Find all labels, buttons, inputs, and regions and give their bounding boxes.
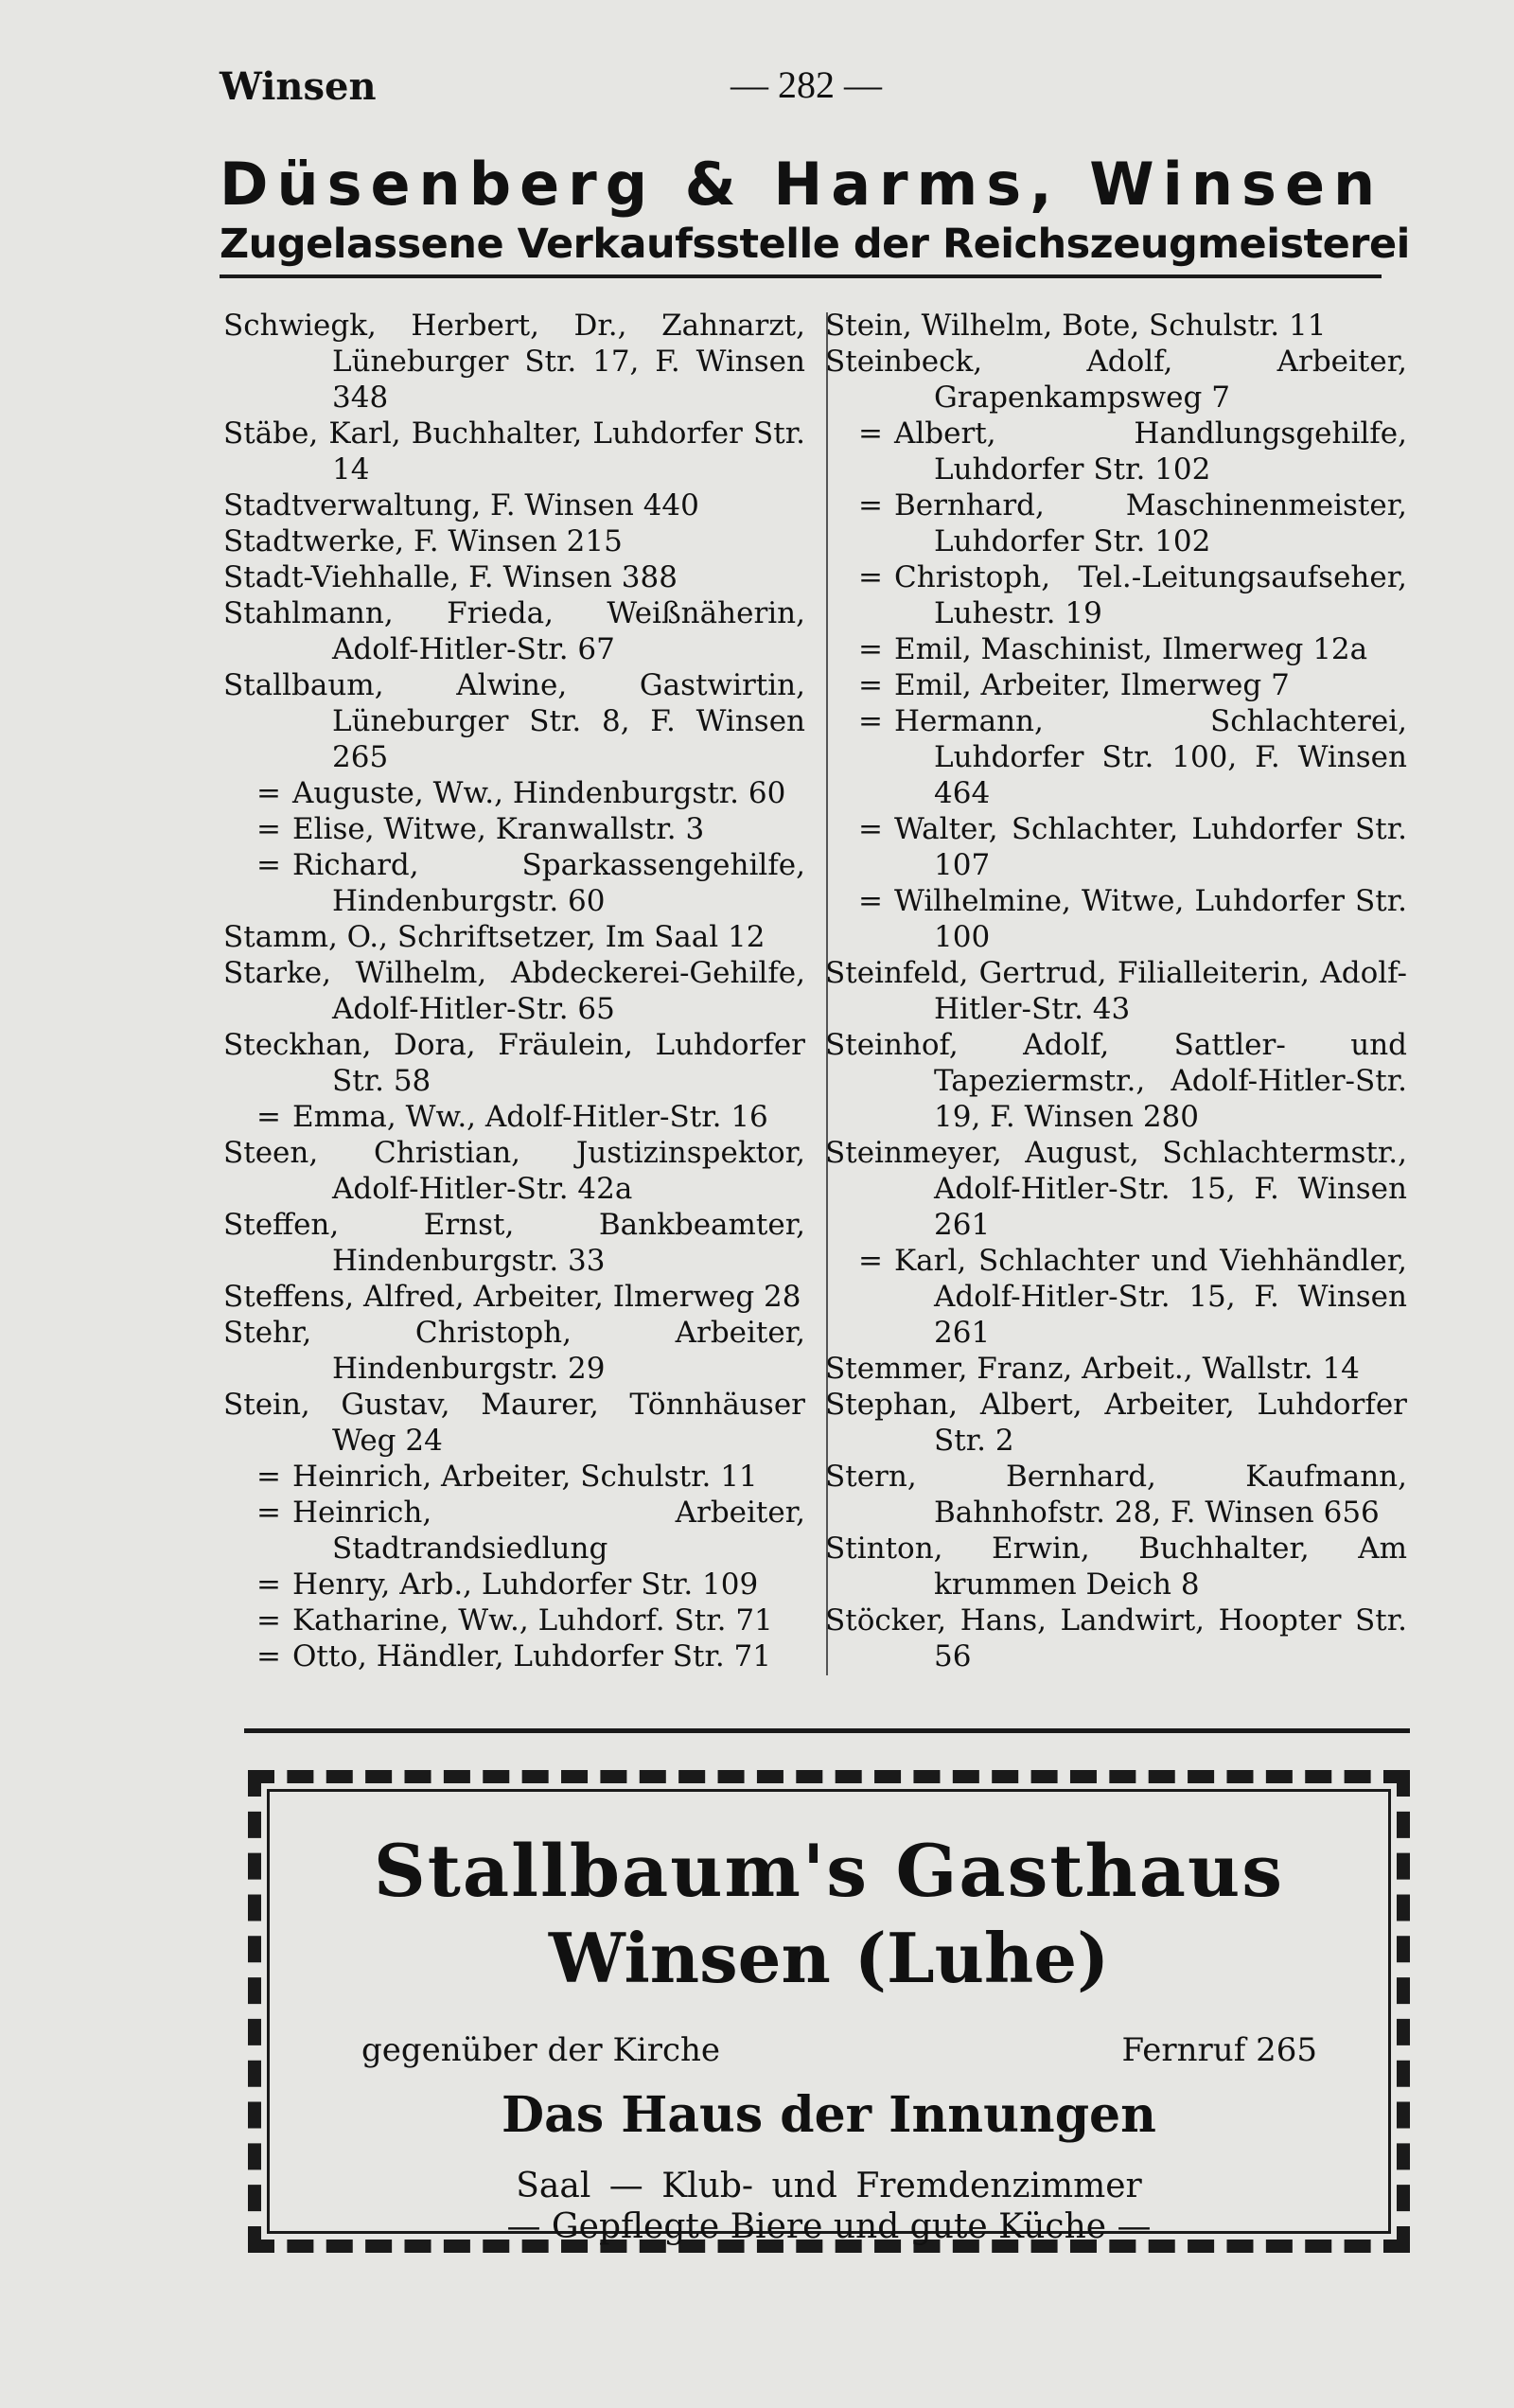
directory-entry (223, 1387, 805, 1459)
entry-text: Stadt-Viehhalle, F. Winsen 388 (223, 560, 678, 594)
directory-entry (223, 523, 805, 559)
directory-entry (223, 1459, 805, 1495)
directory-entry (223, 667, 805, 775)
entry-text: Stehr, Christoph, Arbeiter, Hindenburgstr. 29 (223, 1316, 805, 1386)
directory-entry (825, 1351, 1407, 1387)
directory-entry (223, 811, 805, 847)
ditto-mark: = (858, 488, 883, 522)
ad-top-subtitle: Zugelassene Verkaufsstelle der Reichszeugmeisterei (220, 221, 1410, 268)
directory-entry (825, 559, 1407, 631)
entry-text: Karl, Schlachter und Viehhändler, Adolf-Hitler-Str. 15, F. Winsen 261 (894, 1244, 1407, 1350)
directory-entry (223, 775, 805, 811)
ditto-mark: = (858, 560, 883, 594)
directory-entry (223, 1638, 805, 1674)
directory-entry (223, 1495, 805, 1567)
entry-text: Elise, Witwe, Kranwallstr. 3 (292, 812, 705, 846)
entry-text: Bernhard, Maschinenmeister, Luhdorfer Str. 102 (894, 488, 1407, 558)
ditto-mark: = (858, 632, 883, 666)
advertisement-top (220, 150, 1410, 268)
ad-town: Winsen (Luhe) (548, 1918, 1110, 1998)
directory-entry (825, 1387, 1407, 1459)
entry-text: Richard, Sparkassengehilfe, Hindenburgstr. 60 (292, 848, 805, 918)
entry-text: Emma, Ww., Adolf-Hitler-Str. 16 (292, 1100, 768, 1134)
directory-entry (825, 487, 1407, 559)
header-place: Winsen (220, 64, 377, 109)
directory-entry (223, 595, 805, 667)
directory-entry (825, 344, 1407, 416)
top-rule (220, 274, 1382, 278)
ditto-mark: = (256, 1460, 281, 1494)
ditto-mark: = (256, 1567, 281, 1602)
entry-text: Stadtwerke, F. Winsen 215 (223, 524, 623, 558)
directory-entry (825, 811, 1407, 883)
middle-rule (244, 1728, 1410, 1733)
ditto-mark: = (858, 704, 883, 738)
ditto-mark: = (256, 1496, 281, 1530)
entry-text: Christoph, Tel.-Leitungsaufseher, Luhestr. 19 (894, 560, 1407, 630)
entry-text: Steinbeck, Adolf, Arbeiter, Grapenkampsweg 7 (825, 345, 1407, 415)
entry-text: Steen, Christian, Justizinspektor, Adolf-Hitler-Str. 42a (223, 1136, 805, 1206)
right-column (825, 308, 1407, 1674)
entry-text: Steinmeyer, August, Schlachtermstr., Adolf-Hitler-Str. 15, F. Winsen 261 (825, 1136, 1407, 1242)
entry-text: Stadtverwaltung, F. Winsen 440 (223, 488, 699, 522)
ad-top-title: Düsenberg & Harms, Winsen (220, 150, 1384, 219)
directory-entry (223, 559, 805, 595)
entry-text: Emil, Arbeiter, Ilmerweg 7 (894, 668, 1290, 702)
entry-text: Stahlmann, Frieda, Weißnäherin, Adolf-Hitler-Str. 67 (223, 596, 805, 666)
directory-entry (825, 703, 1407, 811)
directory-entry (825, 1135, 1407, 1243)
entry-text: Steckhan, Dora, Fräulein, Luhdorfer Str. 58 (223, 1028, 805, 1098)
ad-location: gegenüber der Kirche (361, 2031, 721, 2069)
ditto-mark: = (858, 1244, 883, 1278)
directory-entry (223, 1099, 805, 1135)
directory-entry (223, 1135, 805, 1207)
entry-text: Wilhelmine, Witwe, Luhdorfer Str. 100 (894, 884, 1407, 954)
directory-entry (825, 955, 1407, 1027)
entry-text: Stöcker, Hans, Landwirt, Hoopter Str. 56 (825, 1603, 1407, 1673)
entry-text: Steinhof, Adolf, Sattler- und Tapeziermstr., Adolf-Hitler-Str. 19, F. Winsen 280 (825, 1028, 1407, 1134)
ditto-mark: = (256, 1100, 281, 1134)
directory-entry (825, 631, 1407, 667)
directory-entry (223, 919, 805, 955)
directory-entry (825, 1531, 1407, 1602)
advertisement-gasthaus (248, 1770, 1410, 2253)
entry-text: Starke, Wilhelm, Abdeckerei-Gehilfe, Adolf-Hitler-Str. 65 (223, 956, 805, 1026)
directory-entry (223, 1602, 805, 1638)
directory-entry (825, 883, 1407, 955)
directory-entry (825, 308, 1407, 344)
entry-text: Steffen, Ernst, Bankbeamter, Hindenburgstr. 33 (223, 1208, 805, 1278)
directory-entry (223, 308, 805, 416)
entry-text: Stein, Gustav, Maurer, Tönnhäuser Weg 24 (223, 1388, 805, 1458)
entry-text: Katharine, Ww., Luhdorf. Str. 71 (292, 1603, 773, 1638)
directory-entry (825, 1459, 1407, 1531)
directory-entry (223, 487, 805, 523)
entry-text: Steffens, Alfred, Arbeiter, Ilmerweg 28 (223, 1280, 801, 1314)
directory-entry (223, 1027, 805, 1099)
directory-entry (223, 955, 805, 1027)
entry-text: Schwiegk, Herbert, Dr., Zahnarzt, Lüneburger Str. 17, F. Winsen 348 (223, 309, 805, 415)
entry-text: Emil, Maschinist, Ilmerweg 12a (894, 632, 1368, 666)
entry-text: Stern, Bernhard, Kaufmann, Bahnhofstr. 28, F. Winsen 656 (825, 1460, 1407, 1530)
entry-text: Stemmer, Franz, Arbeit., Wallstr. 14 (825, 1352, 1360, 1386)
entry-text: Stamm, O., Schriftsetzer, Im Saal 12 (223, 920, 766, 954)
ditto-mark: = (858, 884, 883, 918)
ditto-mark: = (858, 812, 883, 846)
entry-text: Hermann, Schlachterei, Luhdorfer Str. 100, F. Winsen 464 (894, 704, 1407, 810)
ad-business-name: Stallbaum's Gasthaus (373, 1829, 1285, 1913)
ditto-mark: = (256, 1603, 281, 1638)
entry-text: Stinton, Erwin, Buchhalter, Am krummen Deich 8 (825, 1532, 1407, 1602)
directory-entry (825, 416, 1407, 487)
ditto-mark: = (858, 416, 883, 451)
ad-slogan: Das Haus der Innungen (502, 2086, 1156, 2144)
ditto-mark: = (256, 776, 281, 810)
entry-text: Stäbe, Karl, Buchhalter, Luhdorfer Str. 14 (223, 416, 805, 487)
ad-tagline: — Gepflegte Biere und gute Küche — (506, 2207, 1152, 2246)
ditto-mark: = (858, 668, 883, 702)
ad-rooms: Saal — Klub- und Fremdenzimmer (516, 2167, 1142, 2205)
ditto-mark: = (256, 812, 281, 846)
entry-text: Otto, Händler, Luhdorfer Str. 71 (292, 1639, 772, 1673)
entry-text: Stephan, Albert, Arbeiter, Luhdorfer Str. 2 (825, 1388, 1407, 1458)
directory-entry (825, 1027, 1407, 1135)
entry-text: Stein, Wilhelm, Bote, Schulstr. 11 (825, 309, 1327, 343)
directory-entry (223, 1315, 805, 1387)
ditto-mark: = (256, 1639, 281, 1673)
entry-text: Albert, Handlungsgehilfe, Luhdorfer Str. 102 (894, 416, 1407, 487)
directory-entry (223, 1279, 805, 1315)
directory-entry (223, 847, 805, 919)
entry-text: Auguste, Ww., Hindenburgstr. 60 (292, 776, 786, 810)
directory-entry (825, 1243, 1407, 1351)
directory-entry (825, 1602, 1407, 1674)
directory-entry (223, 416, 805, 487)
entry-text: Walter, Schlachter, Luhdorfer Str. 107 (894, 812, 1407, 882)
running-head (220, 59, 1346, 115)
entry-text: Heinrich, Arbeiter, Schulstr. 11 (292, 1460, 758, 1494)
entry-text: Stallbaum, Alwine, Gastwirtin, Lüneburger Str. 8, F. Winsen 265 (223, 668, 805, 774)
ad-phone: Fernruf 265 (1121, 2031, 1317, 2069)
directory-entry (223, 1207, 805, 1279)
entry-text: Steinfeld, Gertrud, Filialleiterin, Adolf-Hitler-Str. 43 (825, 956, 1407, 1026)
directory-entry (825, 667, 1407, 703)
entry-text: Henry, Arb., Luhdorfer Str. 109 (292, 1567, 759, 1602)
ditto-mark: = (256, 848, 281, 882)
left-column (223, 308, 805, 1674)
directory-entry (223, 1567, 805, 1602)
page-number: — 282 — (731, 63, 882, 106)
entry-text: Heinrich, Arbeiter, Stadtrandsiedlung (292, 1496, 805, 1566)
